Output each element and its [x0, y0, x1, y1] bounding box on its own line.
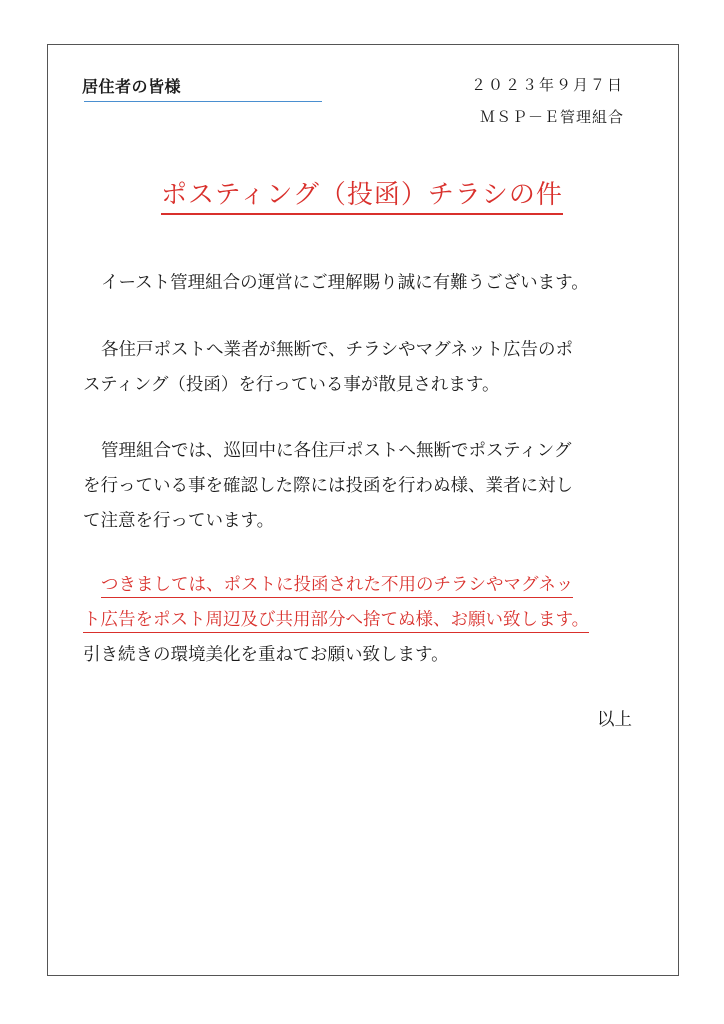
paragraph-line: て注意を行っています。 [83, 511, 275, 531]
paragraph-line: を行っている事を確認した際には投函を行わぬ様、業者に対し [83, 476, 573, 496]
paragraph-line: 各住戸ポストへ業者が無断で、チラシやマグネット広告のポ [101, 340, 573, 360]
paragraph-line: スティング（投函）を行っている事が散見されます。 [83, 375, 500, 395]
request-line-red-text: ト広告をポスト周辺及び共用部分へ捨てぬ様、お願い致します。 [83, 610, 589, 633]
paragraph-line: イースト管理組合の運営にご理解賜り誠に有難うございます。 [101, 273, 589, 293]
document-title-text: ポスティング（投函）チラシの件 [161, 180, 563, 215]
recipient-label: 居住者の皆様 [82, 77, 182, 96]
paragraph-line: 引き続きの環境美化を重ねてお願い致します。 [83, 645, 449, 665]
document-date: ２０２３年９月７日 [470, 76, 624, 94]
paragraph-greeting [83, 266, 648, 301]
paragraph-request [83, 568, 648, 673]
organization-name: ＭＳＰ－Ｅ管理組合 [479, 108, 624, 126]
paragraph-action [83, 434, 648, 539]
paragraph-line: 管理組合では、巡回中に各住戸ポストへ無断でポスティング [101, 441, 572, 461]
document-title [0, 174, 724, 211]
paragraph-issue [83, 333, 648, 403]
closing-remark: 以上 [597, 710, 632, 730]
request-line-red [83, 568, 648, 603]
recipient-underline [84, 101, 322, 102]
request-line-red-text: つきましては、ポストに投函された不用のチラシやマグネッ [101, 575, 573, 598]
request-line-red [83, 603, 648, 638]
